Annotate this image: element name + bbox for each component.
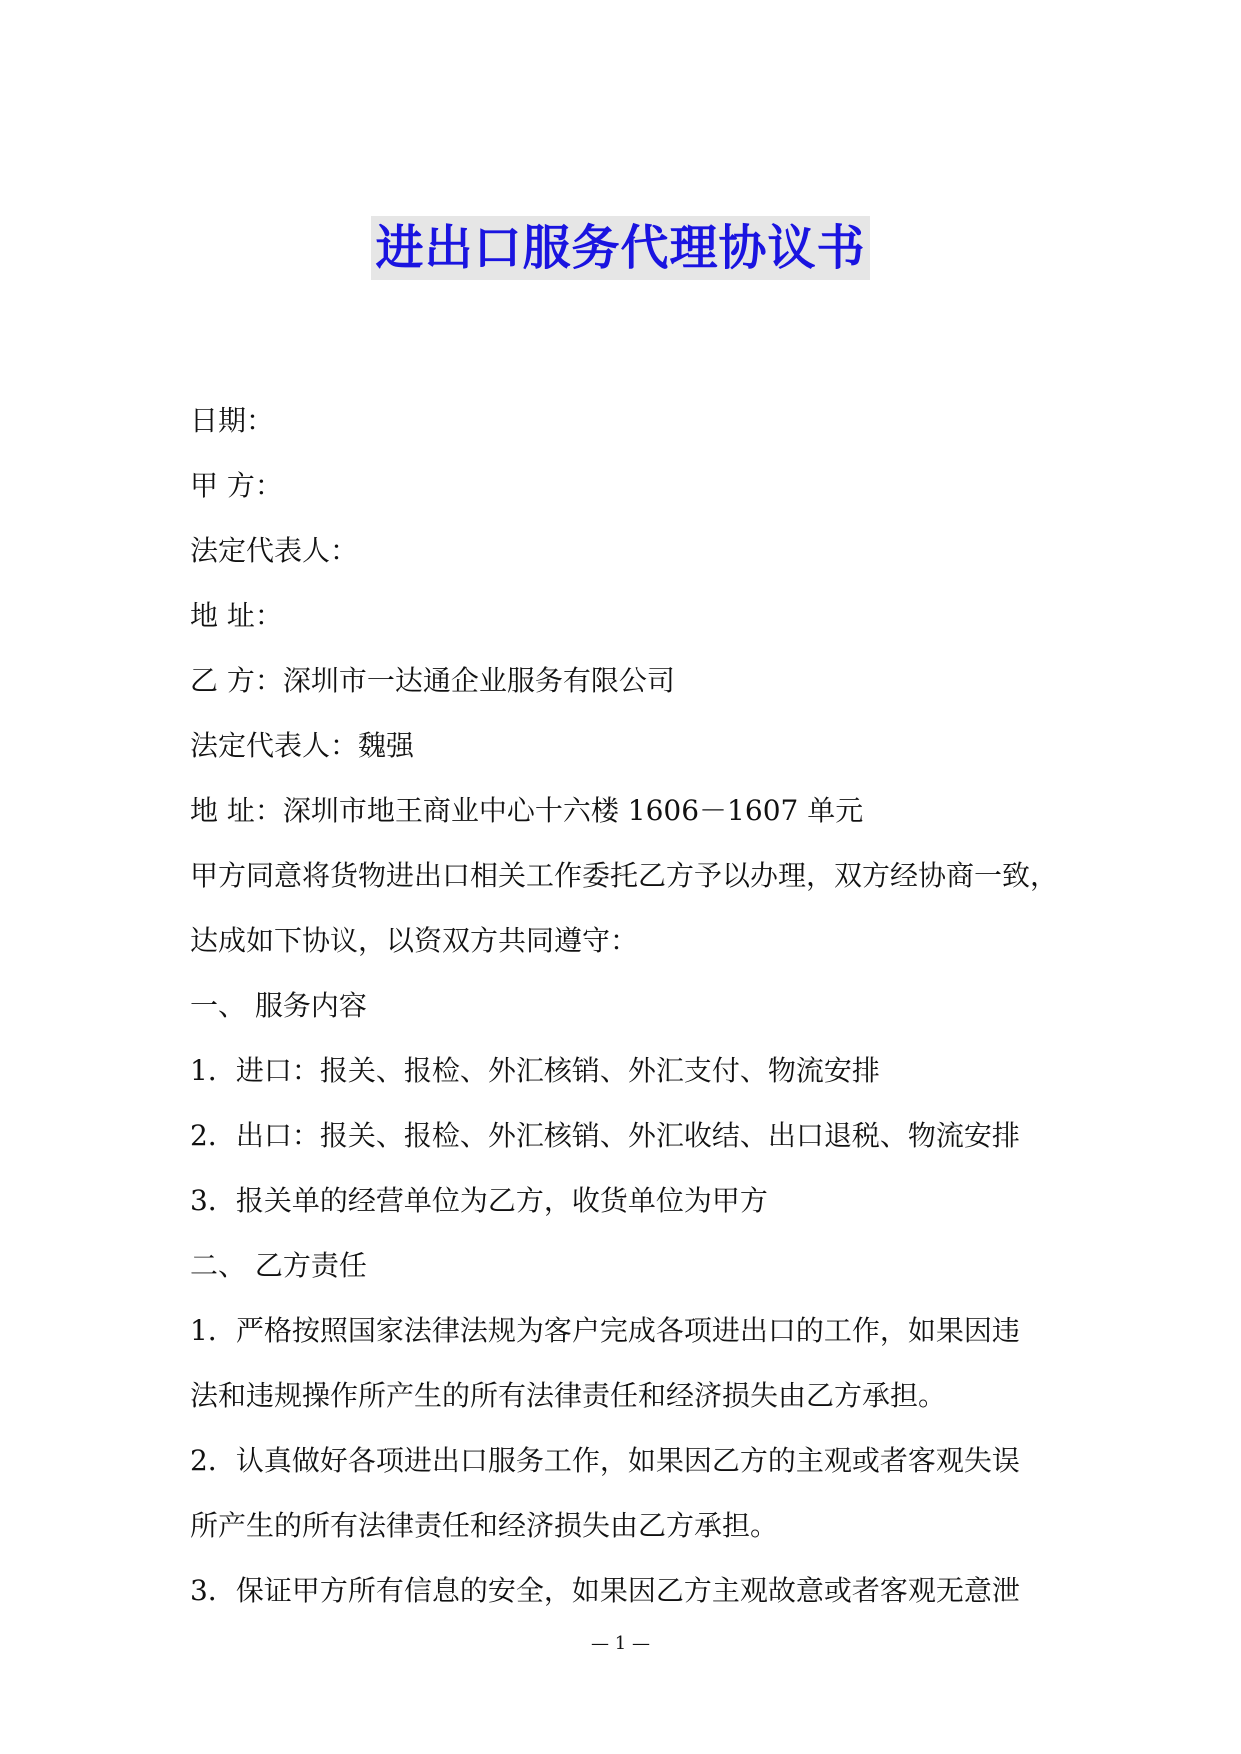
service-item-1: 1．进口：报关、报检、外汇核销、外汇支付、物流安排	[190, 1054, 880, 1087]
party-b-address-line: 地 址：深圳市地王商业中心十六楼 1606－1607 单元	[190, 794, 864, 827]
party-a-representative-line: 法定代表人：	[190, 534, 359, 567]
duty-item-2-line-1: 2．认真做好各项进出口服务工作，如果因乙方的主观或者客观失误	[190, 1444, 1020, 1477]
duty-item-1-line-1: 1．严格按照国家法律法规为客户完成各项进出口的工作，如果因违	[190, 1314, 1020, 1347]
party-b-line: 乙 方：深圳市一达通企业服务有限公司	[190, 664, 675, 697]
page-number: — 1 —	[591, 1633, 650, 1654]
document-title: 进出口服务代理协议书	[371, 216, 869, 280]
duty-item-3-line-1: 3．保证甲方所有信息的安全，如果因乙方主观故意或者客观无意泄	[190, 1574, 1020, 1607]
party-b-representative-line: 法定代表人：魏强	[190, 729, 415, 762]
duty-item-2-line-2: 所产生的所有法律责任和经济损失由乙方承担。	[190, 1509, 779, 1542]
intro-paragraph-line-1: 甲方同意将货物进出口相关工作委托乙方予以办理，双方经协商一致，	[190, 859, 1059, 892]
section-heading-services: 一、 服务内容	[190, 989, 367, 1022]
section-heading-party-b-duties: 二、 乙方责任	[190, 1249, 367, 1282]
service-item-2: 2．出口：报关、报检、外汇核销、外汇收结、出口退税、物流安排	[190, 1119, 1020, 1152]
service-item-3: 3．报关单的经营单位为乙方，收货单位为甲方	[190, 1184, 768, 1217]
intro-paragraph-line-2: 达成如下协议，以资双方共同遵守：	[190, 924, 639, 957]
date-line: 日期：	[190, 404, 275, 437]
party-a-line: 甲 方：	[190, 469, 283, 502]
party-a-address-line: 地 址：	[190, 599, 283, 632]
title-block	[0, 216, 1241, 280]
duty-item-1-line-2: 法和违规操作所产生的所有法律责任和经济损失由乙方承担。	[190, 1379, 947, 1412]
document-body	[190, 388, 1070, 1623]
